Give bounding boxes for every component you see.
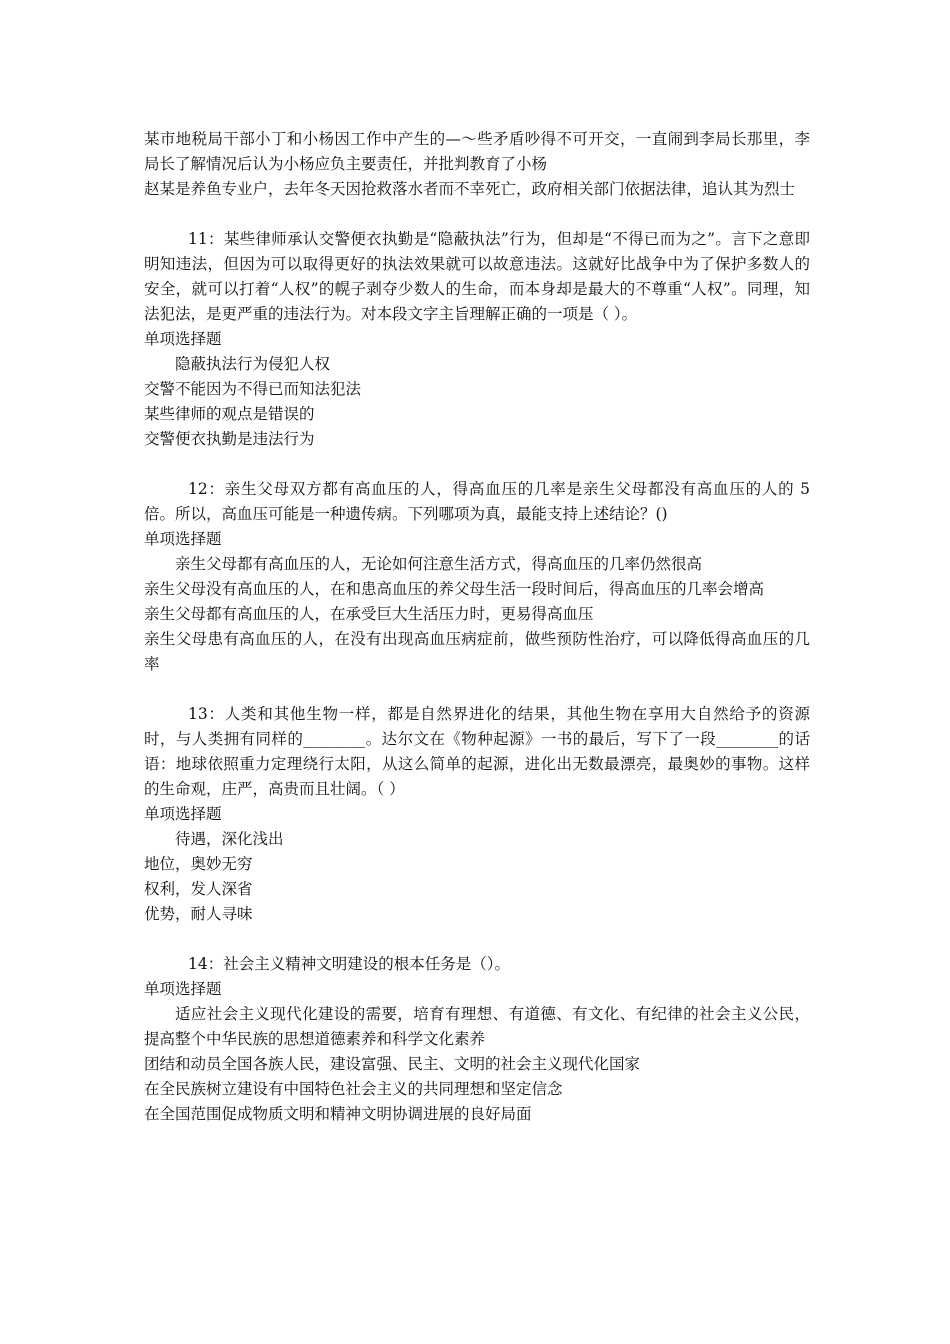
intro-paragraph: 某市地税局干部小丁和小杨因工作中产生的—～些矛盾吵得不可开交，一直闹到李局长那里，李局长了解情况后认为小杨应负主要责任，并批判教育了小杨 xyxy=(144,130,810,173)
option-b: 团结和动员全国各族人民，建设富强、民主、文明的社会主义现代化国家 xyxy=(144,1055,641,1073)
document-page xyxy=(144,127,810,1127)
option-b: 地位，奥妙无穷 xyxy=(144,855,253,873)
question-type: 单项选择题 xyxy=(144,330,222,348)
question-stem: 13：人类和其他生物一样，都是自然界进化的结果，其他生物在享用大自然给予的资源时，与人类拥有同样的________。达尔文在《物种起源》一书的最后，写下了一段________的话语：地球依照重力定理绕行太阳，从这么简单的起源，进化出无数最漂亮，最奥妙的事物。这样的生命观，庄严，高贵而且壮阔。（ ） xyxy=(144,705,810,798)
option-a: 适应社会主义现代化建设的需要，培育有理想、有道德、有文化、有纪律的社会主义公民，提高整个中华民族的思想道德素养和科学文化素养 xyxy=(144,1005,810,1048)
option-d: 优势，耐人寻味 xyxy=(144,905,253,923)
question-12 xyxy=(144,477,810,677)
option-c: 某些律师的观点是错误的 xyxy=(144,405,315,423)
option-c: 权利，发人深省 xyxy=(144,880,253,898)
spacer xyxy=(144,677,810,702)
spacer xyxy=(144,452,810,477)
question-stem: 14：社会主义精神文明建设的根本任务是（）。 xyxy=(188,955,510,973)
question-type: 单项选择题 xyxy=(144,980,222,998)
option-a: 亲生父母都有高血压的人，无论如何注意生活方式，得高血压的几率仍然很高 xyxy=(175,555,703,573)
question-13 xyxy=(144,702,810,927)
option-c: 亲生父母都有高血压的人，在承受巨大生活压力时，更易得高血压 xyxy=(144,605,594,623)
option-d: 在全国范围促成物质文明和精神文明协调进展的良好局面 xyxy=(144,1105,532,1123)
question-14 xyxy=(144,952,810,1127)
option-a: 隐蔽执法行为侵犯人权 xyxy=(175,355,331,373)
question-stem: 11：某些律师承认交警便衣执勤是“隐蔽执法”行为，但却是“不得已而为之”。言下之意即明知违法，但因为可以取得更好的执法效果就可以故意违法。这就好比战争中为了保护多数人的安全，就可以打着“人权”的幌子剥夺少数人的生命，而本身却是最大的不尊重“人权”。同理，知法犯法，是更严重的违法行为。对本段文字主旨理解正确的一项是（ ）。 xyxy=(144,230,810,323)
option-c: 在全民族树立建设有中国特色社会主义的共同理想和坚定信念 xyxy=(144,1080,563,1098)
question-type: 单项选择题 xyxy=(144,530,222,548)
question-type: 单项选择题 xyxy=(144,805,222,823)
question-11 xyxy=(144,227,810,452)
option-a: 待遇，深化浅出 xyxy=(175,830,284,848)
option-b: 亲生父母没有高血压的人，在和患高血压的养父母生活一段时间后，得高血压的几率会增高 xyxy=(144,580,765,598)
intro-paragraph: 赵某是养鱼专业户，去年冬天因抢救落水者而不幸死亡，政府相关部门依据法律，追认其为烈士 xyxy=(144,180,796,198)
option-d: 亲生父母患有高血压的人，在没有出现高血压病症前，做些预防性治疗，可以降低得高血压的几率 xyxy=(144,630,810,673)
spacer xyxy=(144,927,810,952)
option-b: 交警不能因为不得已而知法犯法 xyxy=(144,380,362,398)
option-d: 交警便衣执勤是违法行为 xyxy=(144,430,315,448)
question-stem: 12：亲生父母双方都有高血压的人，得高血压的几率是亲生父母都没有高血压的人的 5 倍。所以，高血压可能是一种遗传病。下列哪项为真，最能支持上述结论？() xyxy=(144,480,810,523)
spacer xyxy=(144,202,810,227)
